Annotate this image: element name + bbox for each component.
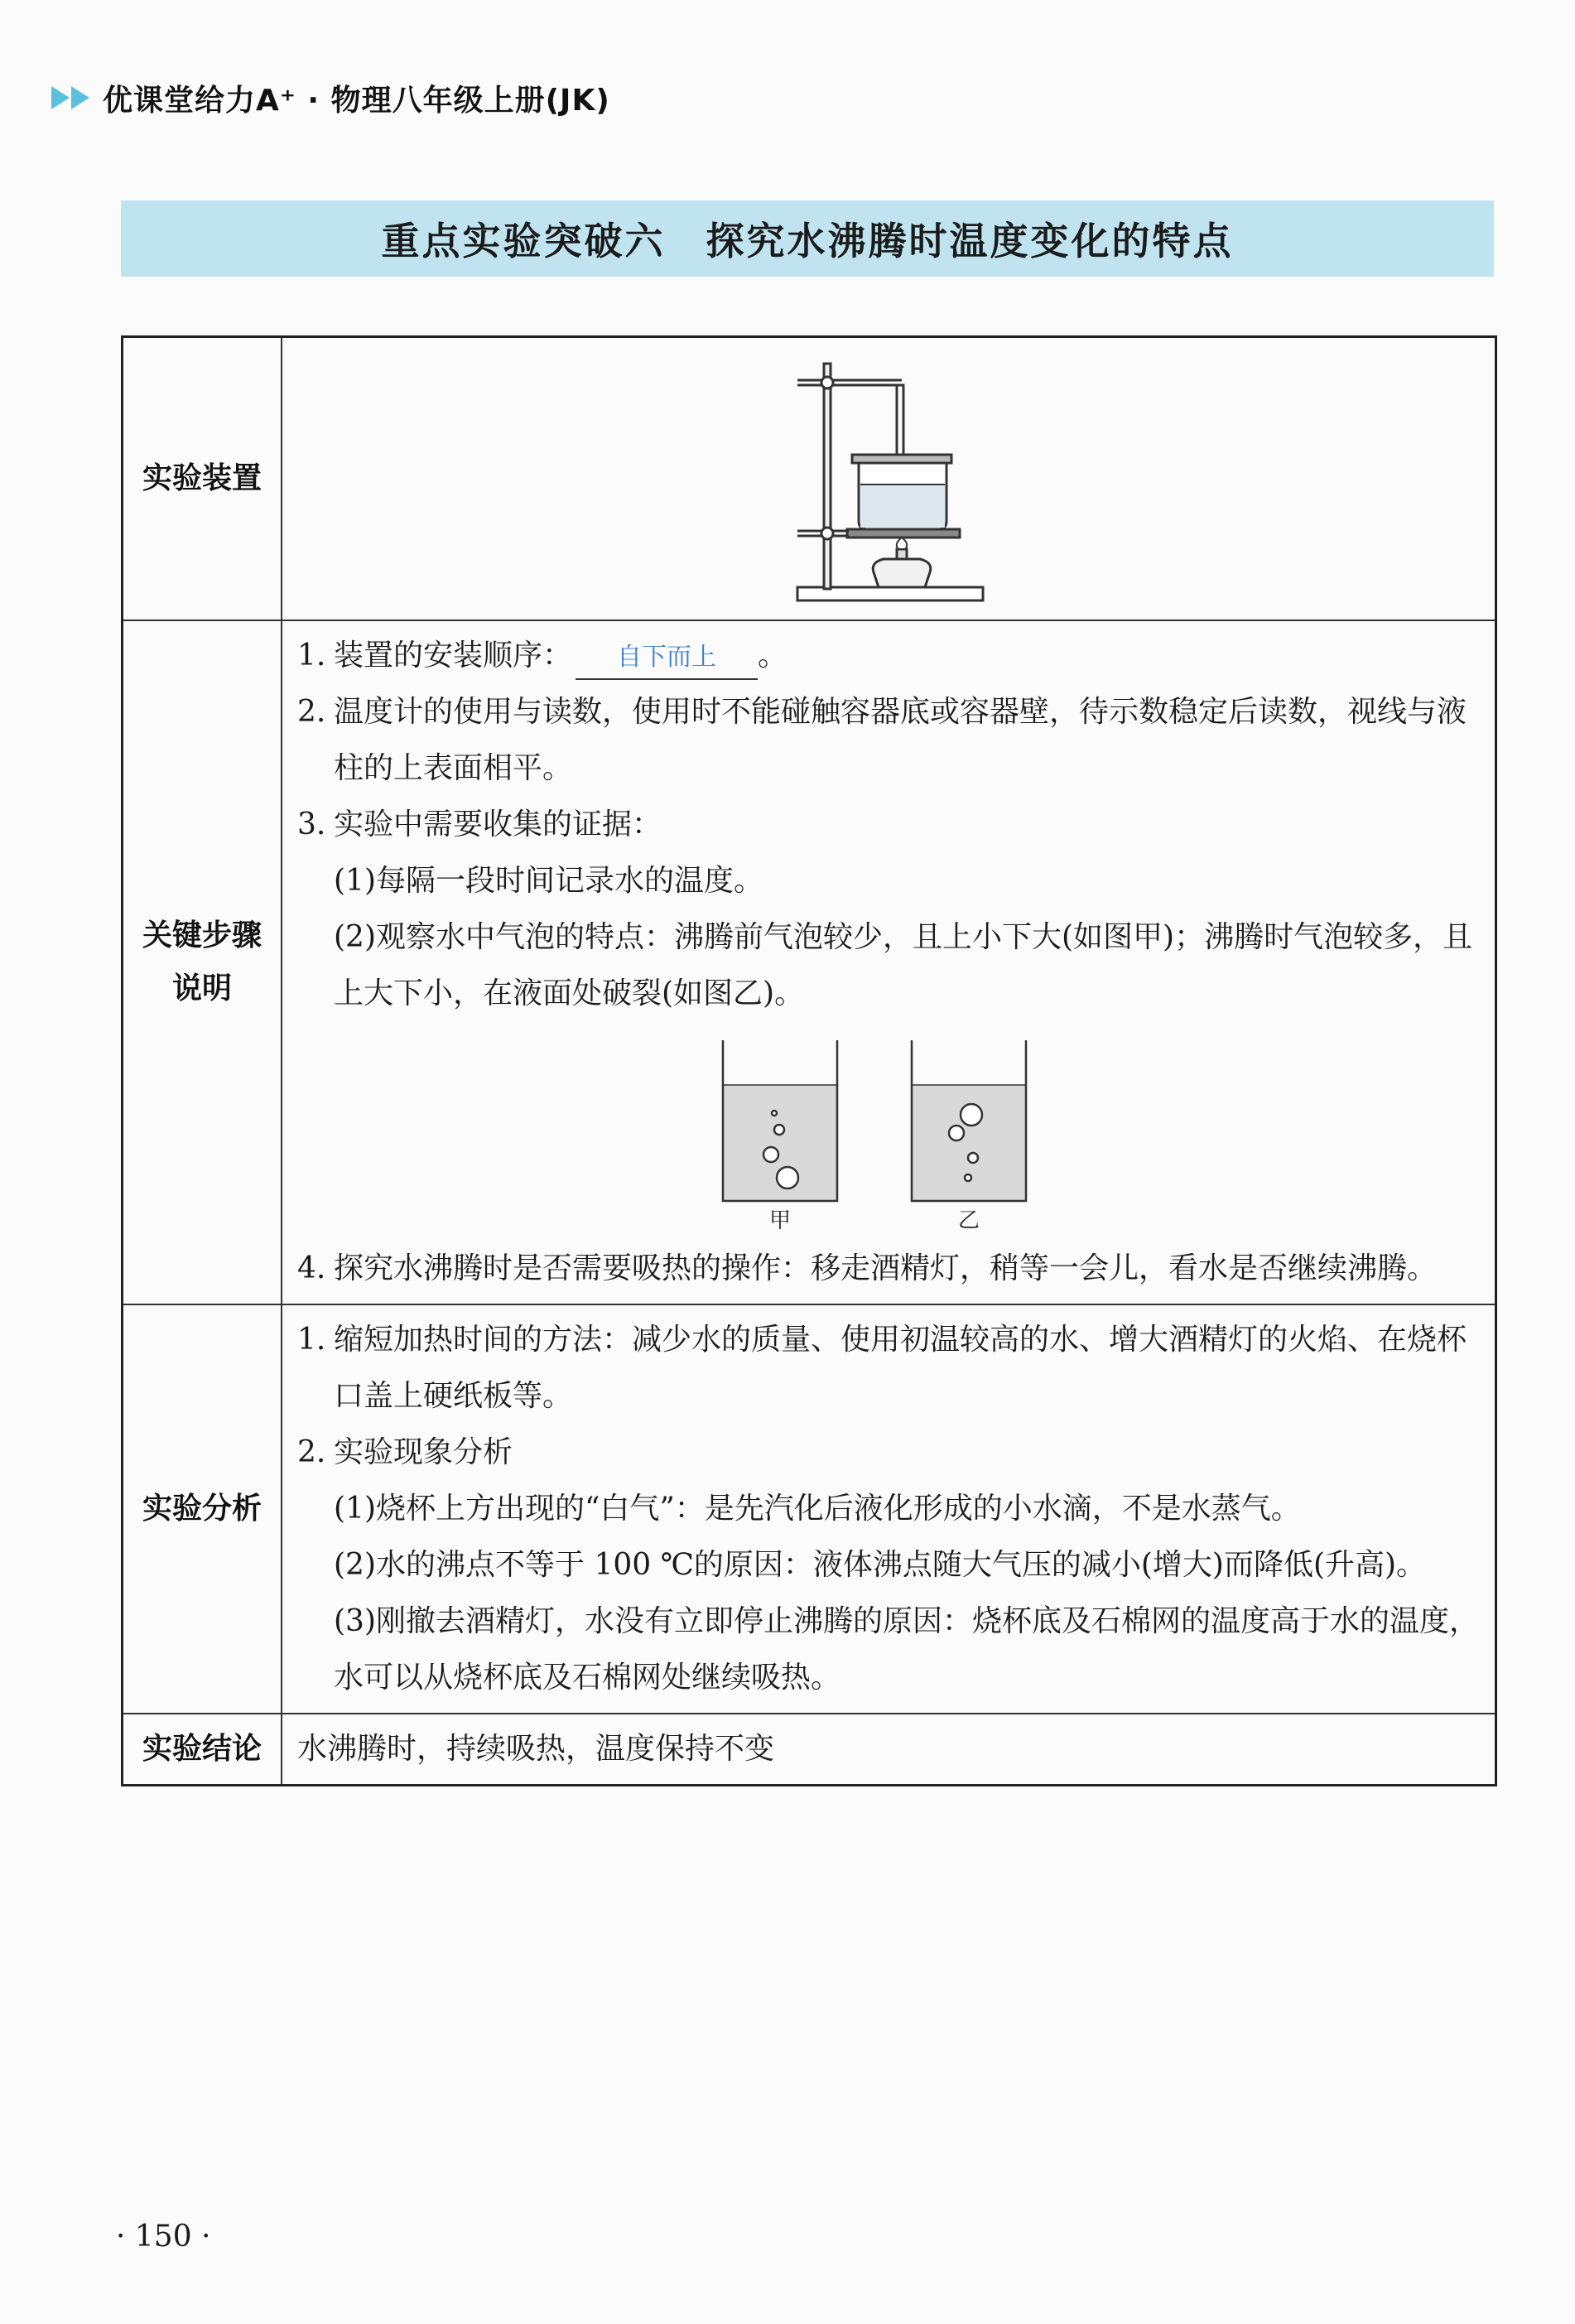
page-header bbox=[51, 76, 610, 119]
bubble bbox=[772, 1111, 777, 1116]
label-apparatus: 实验装置 bbox=[123, 337, 282, 621]
bubble bbox=[961, 1104, 982, 1126]
step-item-2: 2. 温度计的使用与读数，使用时不能碰触容器底或容器壁，待示数稳定后读数，视线与液柱的上表面相平。 bbox=[297, 695, 1467, 785]
label-key-steps-line2: 说明 bbox=[171, 972, 232, 1005]
row-key-steps bbox=[123, 620, 1496, 1304]
analysis-sub-1: (1)烧杯上方出现的“白气”：是先汽化后液化形成的小水滴，不是水蒸气。 bbox=[334, 1492, 1301, 1526]
answer-blank: 自下而上 bbox=[576, 637, 758, 680]
label-conclusion: 实验结论 bbox=[123, 1714, 282, 1786]
row-analysis bbox=[123, 1304, 1496, 1714]
section-banner bbox=[121, 200, 1494, 277]
analysis-item-2: 2. 实验现象分析 bbox=[297, 1435, 513, 1469]
bubble bbox=[774, 1125, 784, 1135]
step-item-3-sub-1: (1)每隔一段时间记录水的温度。 bbox=[334, 864, 763, 898]
row-conclusion bbox=[123, 1714, 1496, 1786]
stand-rod bbox=[824, 364, 831, 589]
bubble bbox=[763, 1147, 778, 1162]
bubble bbox=[965, 1174, 971, 1181]
page-number: · 150 · bbox=[116, 2220, 211, 2254]
label-analysis: 实验分析 bbox=[123, 1304, 282, 1714]
row-apparatus bbox=[123, 337, 1496, 621]
alcohol-lamp bbox=[873, 559, 931, 587]
flame bbox=[897, 538, 908, 549]
double-arrow-icon bbox=[51, 86, 89, 109]
analysis-sub-3: (3)刚撤去酒精灯，水没有立即停止沸腾的原因：烧杯底及石棉网的温度高于水的温度，水可以从烧杯底及石棉网处继续吸热。 bbox=[334, 1604, 1479, 1695]
section-title: 重点实验突破六 探究水沸腾时温度变化的特点 bbox=[381, 219, 1234, 263]
bubble bbox=[968, 1153, 978, 1163]
beaker-b-water bbox=[912, 1085, 1026, 1201]
beaker-water bbox=[860, 485, 945, 528]
lower-clamp-knob bbox=[821, 528, 833, 539]
label-key-steps-line1: 关键步骤 bbox=[142, 919, 262, 952]
label-key-steps bbox=[123, 620, 282, 1304]
step-item-4: 4. 探究水沸腾时是否需要吸热的操作：移走酒精灯，稍等一会儿，看水是否继续沸腾。 bbox=[297, 1251, 1438, 1285]
experiment-table bbox=[121, 335, 1497, 1786]
analysis-content bbox=[282, 1304, 1496, 1714]
upper-clamp-knob bbox=[821, 377, 833, 388]
key-steps-content bbox=[282, 620, 1496, 1304]
conclusion-text: 水沸腾时，持续吸热，温度保持不变 bbox=[282, 1714, 1496, 1786]
beaker-cover bbox=[852, 455, 951, 463]
book-title: 优课堂给力A⁺ · 物理八年级上册(JK) bbox=[103, 83, 610, 118]
analysis-sub-2: (2)水的沸点不等于 100 ℃的原因：液体沸点随大气压的减小(增大)而降低(升高)。 bbox=[334, 1548, 1427, 1582]
figure-label-a: 甲 bbox=[768, 1208, 792, 1232]
boiling-apparatus-diagram bbox=[781, 345, 996, 612]
step-item-3-sub-2: (2)观察水中气泡的特点：沸腾前气泡较少，且上小下大(如图甲)；沸腾时气泡较多，且上大下小，在液面处破裂(如图乙)。 bbox=[334, 920, 1473, 1010]
apparatus-figure-cell bbox=[282, 337, 1496, 621]
step-item-1: 1. 装置的安装顺序： 自下而上 。 bbox=[297, 628, 1480, 684]
bubble bbox=[777, 1167, 798, 1189]
analysis-item-1: 1. 缩短加热时间的方法：减少水的质量、使用初温较高的水、增大酒精灯的火焰、在烧杯口盖上硬纸板等。 bbox=[297, 1323, 1467, 1413]
bubble bbox=[949, 1126, 964, 1140]
bubble-comparison-figure bbox=[715, 1034, 1062, 1232]
step-item-3: 3. 实验中需要收集的证据： bbox=[297, 808, 662, 841]
figure-label-b: 乙 bbox=[957, 1208, 980, 1232]
wire-gauze bbox=[847, 529, 960, 538]
